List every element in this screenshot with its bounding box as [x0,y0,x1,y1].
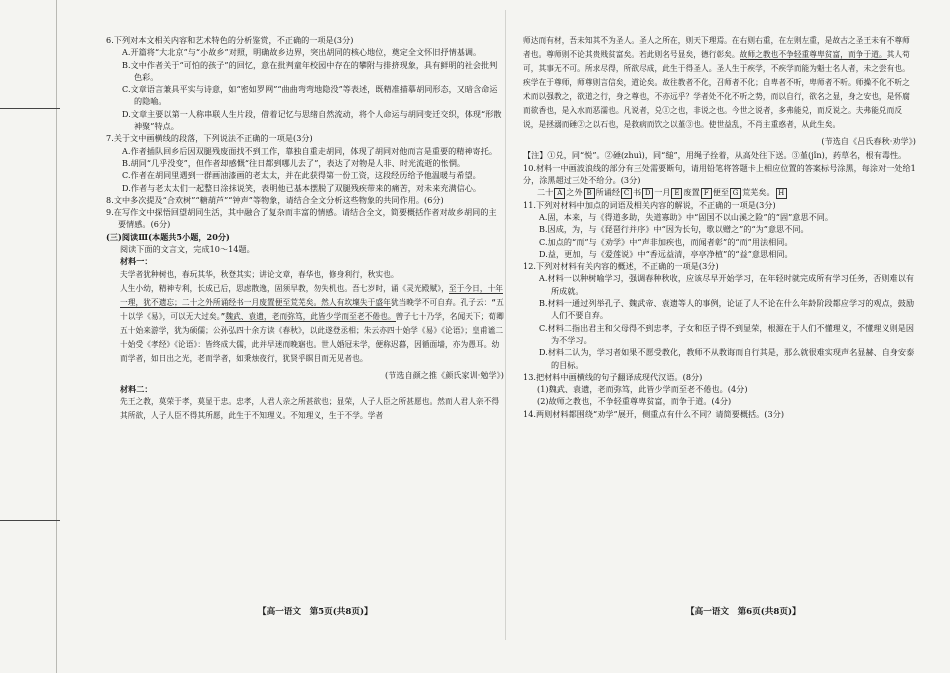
question-12-stem: 12.下列对材料有关内容的概述，不正确的一项是(3分) [523,261,719,272]
question-7-option-b: B.胡同“几乎没变”，但作者却感慨“往日都到哪儿去了”，表达了对物是人非、时光流逝的怅惘。 [122,157,465,168]
binding-line [56,0,57,673]
q10-seg-2: 所诵经 [595,187,621,198]
q10-seg-4: 一月 [654,187,671,198]
question-13-stem: 13.把材料中画横线的句子翻译成现代汉语。(8分) [523,371,703,382]
reading-instruction: 阅读下面的文言文，完成10～14题。 [120,244,255,255]
question-7-option-c: C.作者在胡同里遇到一群画油漆画的老太太，并在此获得第一份工资，这段经历给予他温暖与希望。 [122,170,481,181]
material-2-text [106,395,504,423]
question-11-option-b: B.因成，为，与《琵琶行并序》中“因为长句，歌以赠之”的“为”意思不同。 [539,224,809,235]
page-footer-right: 【高一语文 第6页(共8页)】 [686,607,801,617]
q10-box-e[interactable]: E [671,188,682,199]
q10-box-c[interactable]: C [621,188,632,199]
question-10-stem: 10.材料一中画波浪线的部分有三处需要断句，请用铅笔将答题卡上相应位置的答案标号涂黑，每涂对一处给1分，涂黑超过三处不给分。(3分) [523,162,916,185]
question-14: 14.两则材料都围绕“劝学”展开，侧重点有什么不同？请简要概括。(3分) [523,408,785,419]
material-1-label: 材料一： [120,256,153,267]
q10-box-f[interactable]: F [701,188,712,199]
q10-seg-5: 废置 [683,187,700,198]
question-6-option-d: D.文章主要以第一人称串联人生片段，借着记忆与思绪自然流动，将个人命运与胡同变迁交织，体现“形散神聚”特点。 [122,108,502,132]
question-11-option-d: D.益，更加，与《爱莲说》中“香远益清，亭亭净植”的“益”意思相同。 [539,248,793,259]
question-7-stem: 7.关于文中画横线的段落，下列说法不正确的一项是(3分) [106,133,313,144]
question-12-option-c: C.材料二指出君主和父母得不到忠孝，子女和臣子得不到显荣，根源在于人们不懂理义，不懂理义则是因为不学习。 [539,322,915,345]
material-2-source: (节选自《吕氏春秋·劝学》) [821,136,916,146]
left-page [106,34,504,423]
material-2-cont-a: 师达而有材，吾未知其不为圣人。圣人之所在，则天下理焉。在右则右重，在左则左重，是故古之圣王未有不尊师者也。尊师则不论其贵贱贫富矣。若此则名号显矣，德行彰矣。 [523,36,910,59]
question-6-option-b: B.文中作者关于“可怕的孩子”的回忆，意在批判童年校园中存在的攀附与排挤现象，具有鲜明的社会批判色彩。 [122,59,498,82]
page-footer-left: 【高一语文 第5页(共8页)】 [258,607,373,617]
binding-margin [0,0,104,673]
question-6-stem: 6.下列对本文相关内容和艺术特色的分析鉴赏，不正确的一项是(3分) [106,35,354,45]
wavy-line-passage: 至于今日，十年一理，犹不遗忘；二十之外所诵经书一月废置便至荒芜矣。然人有坎壈失于盛年 [120,283,504,307]
material-2-para: 先王之教，莫荣于孝，莫显于忠。忠孝，人君人亲之所甚欲也；显荣，人子人臣之所甚愿也。然而人君人亲不得其所欲，人子人臣不得其所愿，此生于不知理义。不知理义，生于不学。学者 [120,397,500,421]
q10-seg-7: 荒芜矣。 [742,187,775,198]
question-6-option-c: C.文章语言兼具平实与诗意，如“密如罗网”“曲曲弯弯地隐没”等表述，既精准描摹胡同形态，又暗含命运的隐喻。 [122,84,498,107]
question-7 [106,132,504,193]
q10-seg-1: 之外 [566,187,583,198]
question-8: 8.文中多次提及“合欢树”“糖葫芦”“钟声”等物象，请结合全文分析这些物象的共同作用。(6分) [106,194,444,205]
question-12-option-a: A.材料一以种树喻学习，强调春种秋收，应该尽早开始学习，在年轻时就完成所有学习任务，否则难以有所成就。 [539,273,914,296]
material-1-text [106,268,504,366]
question-9: 9.在写作文中探悟回望胡同生活，其中融合了复杂而丰富的情感。请结合全文，简要概括作者对故乡胡同的主要情感。(6分) [106,207,497,230]
q10-box-a[interactable]: A [554,188,565,199]
page-fold [505,10,506,640]
q10-box-h[interactable]: H [776,188,787,199]
question-11-stem: 11.下列对材料中加点的词语及相关内容的解说，不正确的一项是(3分) [523,199,776,210]
material-1-para-1: 夫学者犹种树也，春玩其华，秋登其实；讲论文章，春华也，修身利行，秋实也。 [120,269,399,279]
question-13-sentence-2: (2)故师之教也，不争轻重尊卑贫富，而争于道。(4分) [537,396,732,407]
material-1-source: (节选自颜之推《颜氏家训·勉学》) [384,369,504,380]
underlined-sentence-1b: 而至老不倦也。 [341,311,396,321]
material-2-label: 材料二： [120,383,153,394]
question-7-option-a: A.作者插队回乡后因双腿残废面找不到工作，靠独自重走胡同，体现了胡同对他而言是重要的精神寄托。 [122,145,497,156]
annotation-note: 【注】①兑，同“悦”。②硾(zhuì)，同“缒”，用绳子拴着，从高处往下送。③堇(jǐn)，药草名，根有毒性。 [523,150,907,161]
material-1-text-b: 犹当晚学不可自弃。孔子云：“五十以学《易》，可以无大过矣。” [120,297,504,321]
material-2-cont-b: 其人苟可，其事无不可。所求尽得，所欲尽成，此生于得圣人。圣人生于疾学，不疾学而能为魁士名人者，未之尝有也。疾学在于尊师，师尊则言信矣，道论矣。故往教者不化，召师者不化；自卑者不听，卑师者不听。师操不化不听之术而以强教之，欲道之行，身之尊也，不亦远乎？学者处不化不听之势，而以自行，欲名之显，身之安也，是怀腐而欲香也，是入水而恶濡也。凡说者，兑①之也，非说之也。今世之说者，多弗能兑，而反说之。夫弗能兑而反说，是拯溺而硾②之以石也，是救病而饮之以堇③也。使世益乱，不肖主重惑者，从此生矣。 [523,50,910,129]
binding-tick [0,520,60,521]
question-7-option-d: D.作者与老太太们一起整日涂抹说笑，表明他已基本摆脱了双腿残疾带来的痛苦，对未来充满信心。 [122,182,482,193]
binding-tick [0,108,60,109]
question-13 [523,371,916,408]
q10-box-b[interactable]: B [584,188,595,199]
q10-box-d[interactable]: D [642,188,653,199]
question-12-option-d: D.材料二认为，学习者如果不愿受教化，教师不从教诲而自行其是，那么就很难实现声名显赫、自身安泰的目标。 [539,347,915,370]
material-2-cont-para [523,34,916,132]
question-12-option-b: B.材料一通过列举孔子、魏武帝、袁遗等人的事例，论证了人不论在什么年龄阶段都应学习的观点，鼓励人们不要自弃。 [539,298,915,321]
section-heading: (三)阅读Ⅲ(本题共5小题，20分) [106,231,230,242]
material-2-continued [523,34,916,132]
material-1-text-c: 曾子七十乃学，名闻天下；荀卿五十始来游学，犹为硕儒；公孙弘四十余方读《春秋》，以此遂登丞相；朱云亦四十始学《易》《论语》；皇甫谧二十始受《孝经》《论语》：皆终成大儒，此并早迷而晚寤也。世人婚冠未学，便称迟暮，因循面墙，亦为愚耳。幼而学者，如日出之光，老而学者，如秉烛夜行，犹贤乎瞑目而无见者也。 [120,311,504,363]
question-11-option-c: C.加点的“而”与《劝学》中“声非加疾也，而闻者彰”的“而”用法相同。 [539,236,793,247]
material-1-para-2 [106,282,504,366]
q10-seg-0: 二十 [537,187,554,198]
right-page [523,34,916,420]
question-6 [106,34,504,132]
question-13-sentence-1: (1)魏武、袁遗，老而弥笃，此皆少学而至老不倦也。(4分) [537,384,748,395]
material-1-text-a: 人生小幼，精神专利，长成已后，思虑散逸，固须早教，勿失机也。吾七岁时，诵《灵光殿赋》， [120,283,449,293]
underlined-sentence-1a: 魏武、袁遗，老而弥笃，此皆少学 [225,311,342,321]
q10-seg-6: 便至 [712,187,730,198]
question-6-option-a: A.开篇将“大北京”与“小故乡”对照，明确故乡边界，突出胡同的核心地位，奠定全文怀旧抒情基调。 [122,47,482,58]
question-12 [523,260,916,371]
q10-box-g[interactable]: G [730,188,741,199]
underlined-sentence-2: 故师之教也不争轻重尊卑贫富，而争于道。 [739,50,887,59]
question-11 [523,199,916,260]
question-10-breakpoints [523,186,916,199]
question-11-option-a: A.固，本来，与《得道多助，失道寡助》中“固国不以山溪之险”的“固”意思不同。 [539,211,834,222]
q10-seg-3: 书 [633,187,642,198]
